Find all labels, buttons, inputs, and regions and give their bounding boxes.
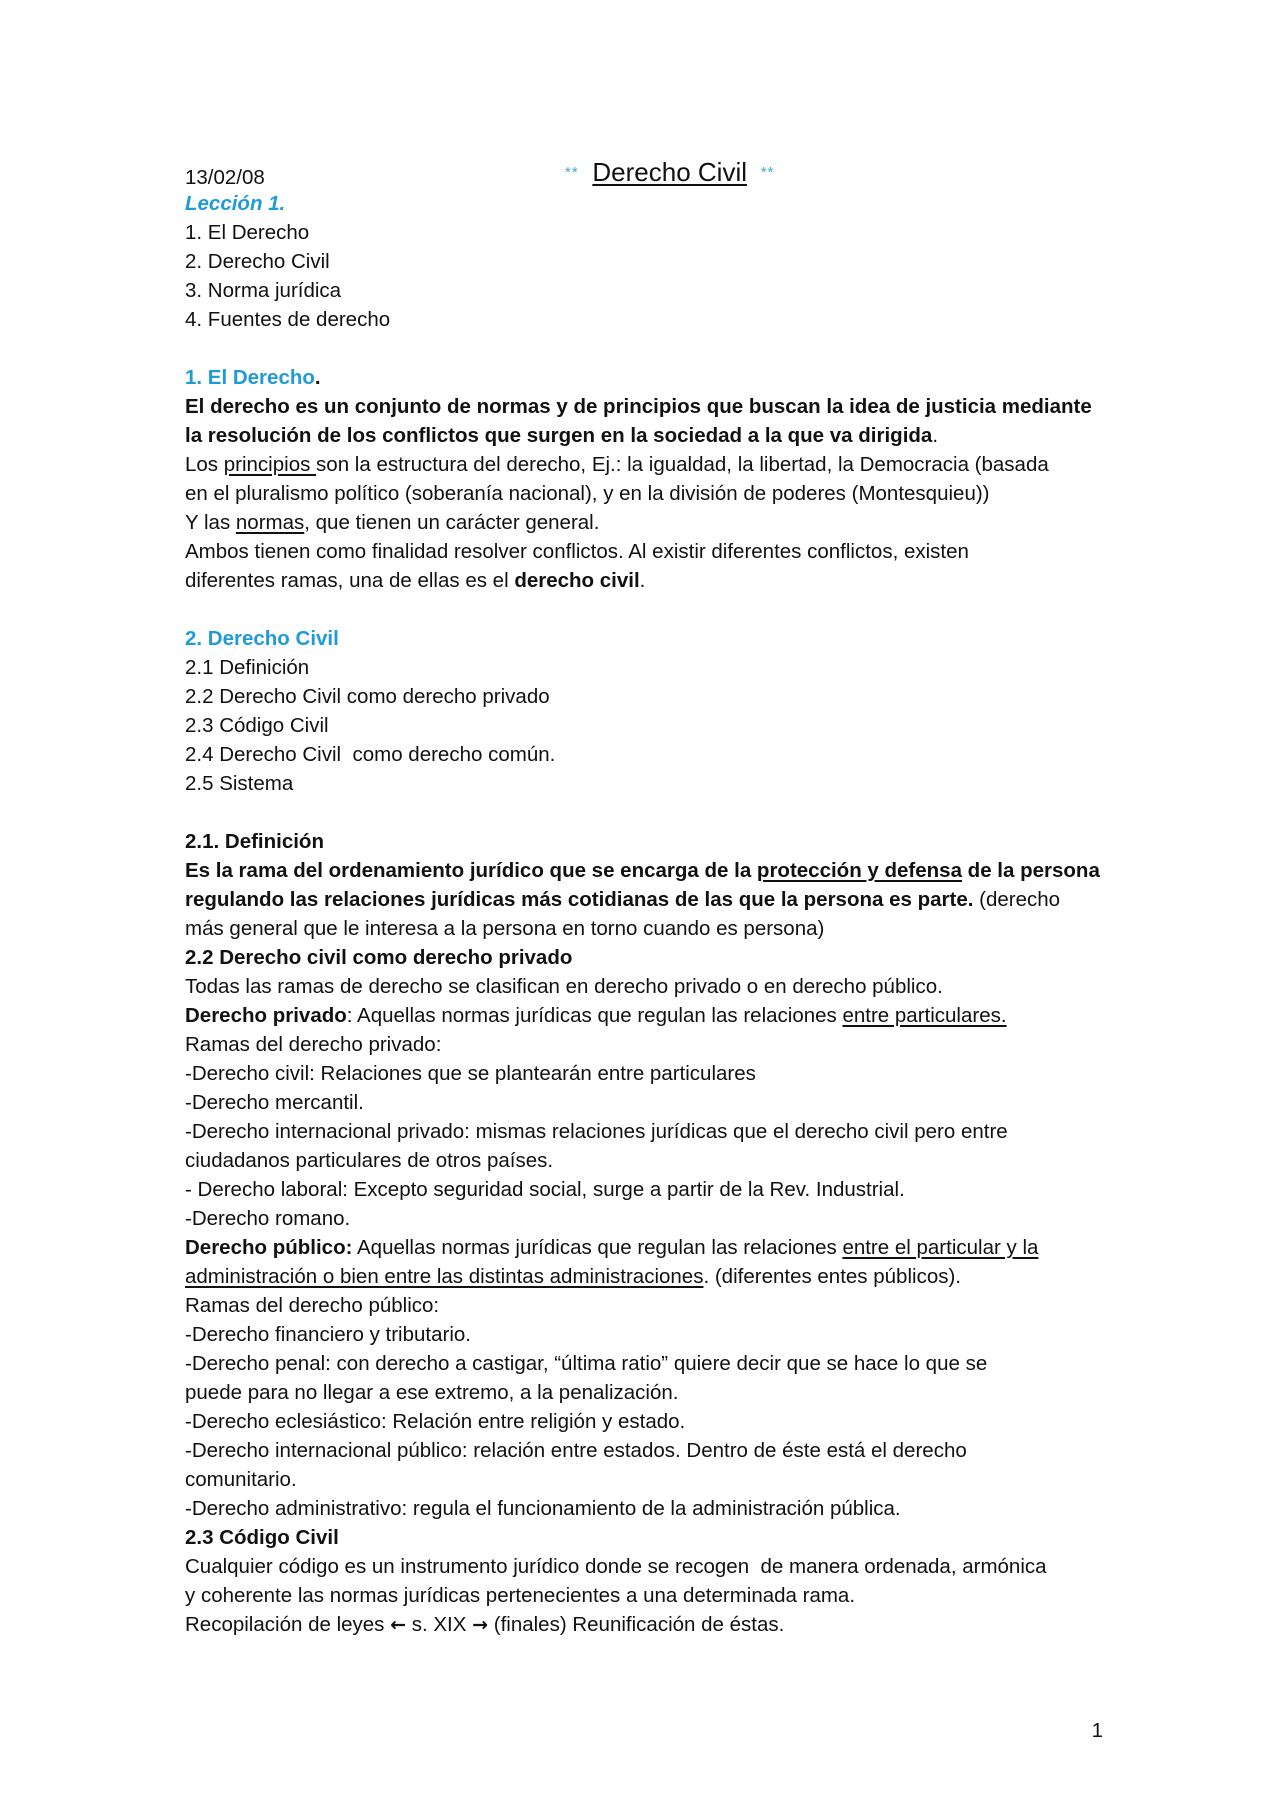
rama-item: -Derecho internacional público: relación entre estados. Dentro de éste está el derecho [185, 1439, 967, 1462]
arrow-right-icon: → [472, 1614, 489, 1636]
spacer [185, 798, 1115, 827]
rama-item: puede para no llegar a ese extremo, a la penalización. [185, 1381, 679, 1404]
document-header [185, 157, 1115, 189]
subheading-derecho-privado: 2.2 Derecho civil como derecho privado [185, 946, 573, 969]
section-heading-el-derecho: 1. El Derecho. [185, 366, 321, 389]
recopilacion-line: Recopilación de leyes ← s. XIX → (finales) Reunificación de éstas. [185, 1613, 785, 1636]
toc-item: 3. Norma jurídica [185, 279, 342, 302]
toc-item: 1. El Derecho [185, 221, 310, 244]
section-heading-derecho-civil: 2. Derecho Civil [185, 627, 339, 650]
codigo-paragraph: Cualquier código es un instrumento jurídico donde se recogen de manera ordenada, armónica [185, 1555, 1047, 1578]
subsection-list-item: 2.2 Derecho Civil como derecho privado [185, 685, 550, 708]
rama-item: -Derecho romano. [185, 1207, 351, 1230]
rama-item: -Derecho mercantil. [185, 1091, 364, 1114]
rama-item: -Derecho administrativo: regula el funcionamiento de la administración pública. [185, 1497, 901, 1520]
subheading-definicion: 2.1. Definición [185, 830, 324, 853]
document-body [185, 157, 1115, 1640]
definicion-line: regulando las relaciones jurídicas más cotidianas de las que la persona es parte. (derecho [185, 888, 1061, 911]
document-title: Derecho Civil [592, 157, 747, 187]
codigo-paragraph: y coherente las normas jurídicas pertenecientes a una determinada rama. [185, 1584, 856, 1607]
subsection-list-item: 2.4 Derecho Civil como derecho común. [185, 743, 556, 766]
definicion-line: Es la rama del ordenamiento jurídico que se encarga de la protección y defensa de la persona [185, 859, 1100, 882]
document-date: 13/02/08 [185, 166, 265, 189]
subsection-list-item: 2.5 Sistema [185, 772, 294, 795]
spacer [185, 334, 1115, 363]
principios-paragraph-cont: en el pluralismo político (soberanía nacional), y en la división de poderes (Montesquieu)) [185, 482, 990, 505]
rama-item: -Derecho civil: Relaciones que se plantearán entre particulares [185, 1062, 756, 1085]
finalidad-paragraph: Ambos tienen como finalidad resolver conflictos. Al existir diferentes conflictos, existen [185, 540, 969, 563]
ramas-privado-label: Ramas del derecho privado: [185, 1033, 442, 1056]
title-block [565, 158, 774, 189]
normas-paragraph: Y las normas, que tienen un carácter general. [185, 511, 600, 534]
rama-item: comunitario. [185, 1468, 297, 1491]
title-stars-left: ** [565, 164, 579, 181]
rama-item: ciudadanos particulares de otros países. [185, 1149, 554, 1172]
ramas-publico-label: Ramas del derecho público: [185, 1294, 440, 1317]
rama-item: -Derecho financiero y tributario. [185, 1323, 471, 1346]
finalidad-paragraph-cont: diferentes ramas, una de ellas es el derecho civil. [185, 569, 646, 592]
derecho-privado-definition: Derecho privado: Aquellas normas jurídicas que regulan las relaciones entre particulares. [185, 1004, 1007, 1027]
subheading-codigo-civil: 2.3 Código Civil [185, 1526, 339, 1549]
rama-item: -Derecho penal: con derecho a castigar, “última ratio” quiere decir que se hace lo que se [185, 1352, 988, 1375]
derecho-publico-definition: Derecho público: Aquellas normas jurídicas que regulan las relaciones entre el particular y la [185, 1236, 1039, 1259]
arrow-left-icon: ← [390, 1614, 407, 1636]
definition-derecho-line: El derecho es un conjunto de normas y de principios que buscan la idea de justicia mediante [185, 395, 1092, 418]
definicion-line: más general que le interesa a la persona en torno cuando es persona) [185, 917, 825, 940]
spacer [185, 595, 1115, 624]
subsection-list-item: 2.3 Código Civil [185, 714, 329, 737]
page-number: 1 [1091, 1719, 1103, 1742]
principios-paragraph: Los principios son la estructura del derecho, Ej.: la igualdad, la libertad, la Democracia (basada [185, 453, 1049, 476]
rama-item: - Derecho laboral: Excepto seguridad social, surge a partir de la Rev. Industrial. [185, 1178, 905, 1201]
definition-derecho-line: la resolución de los conflictos que surgen en la sociedad a la que va dirigida. [185, 424, 939, 447]
toc-item: 4. Fuentes de derecho [185, 308, 391, 331]
toc-item: 2. Derecho Civil [185, 250, 330, 273]
derecho-publico-definition-cont: administración o bien entre las distintas administraciones. (diferentes entes públicos). [185, 1265, 961, 1288]
title-stars-right: ** [760, 164, 775, 181]
rama-item: -Derecho internacional privado: mismas relaciones jurídicas que el derecho civil pero entre [185, 1120, 1008, 1143]
clasificacion-intro: Todas las ramas de derecho se clasifican en derecho privado o en derecho público. [185, 975, 943, 998]
lesson-label: Lección 1. [185, 192, 286, 215]
subsection-list-item: 2.1 Definición [185, 656, 310, 679]
rama-item: -Derecho eclesiástico: Relación entre religión y estado. [185, 1410, 686, 1433]
